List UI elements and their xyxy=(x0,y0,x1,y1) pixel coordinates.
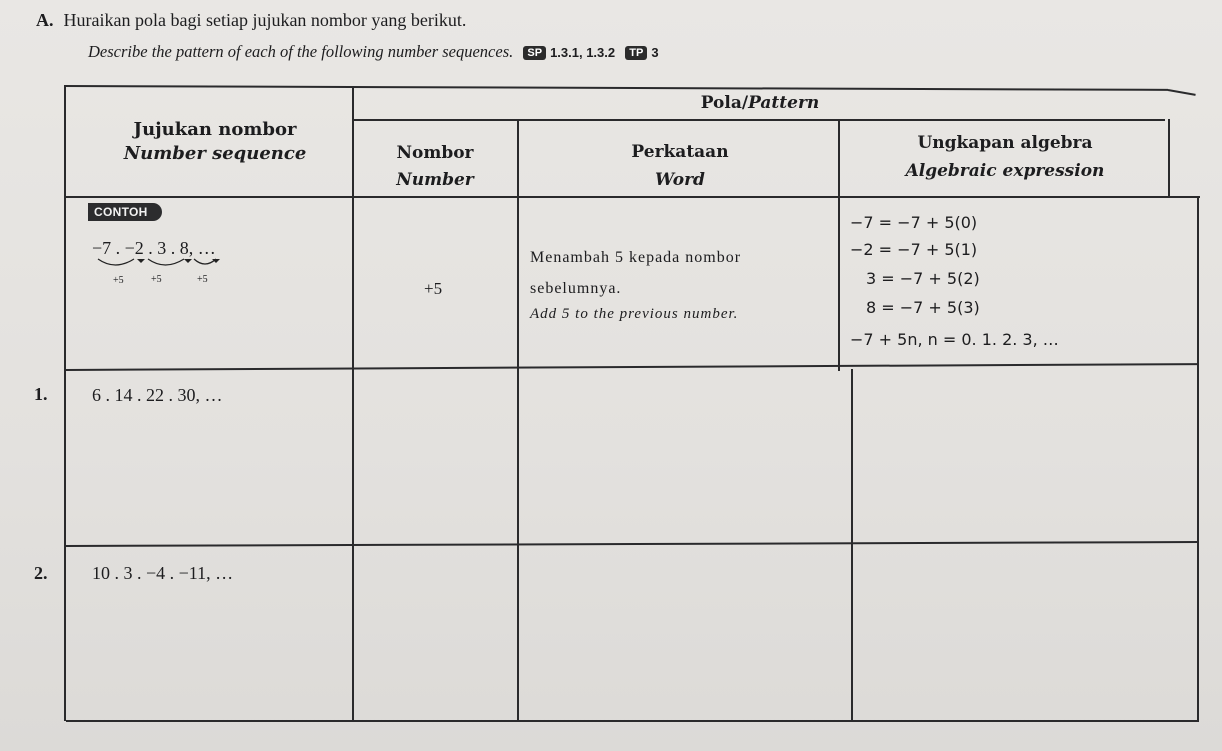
example-expression-2: −2 = −7 + 5(1) xyxy=(850,240,978,259)
example-step-label-2: +5 xyxy=(151,274,162,285)
table-top-border xyxy=(64,85,1168,90)
col-divider-2 xyxy=(517,119,519,721)
example-step-label-3: +5 xyxy=(197,274,208,285)
row-2-number-answer[interactable] xyxy=(355,548,515,718)
row-2-sequence: 10 . 3 . −4 . −11, … xyxy=(92,563,234,583)
instruction-malay-text: Huraikan pola bagi setiap jujukan nombor yang berikut. xyxy=(63,10,467,30)
example-expression-1: −7 = −7 + 5(0) xyxy=(850,213,978,232)
step-arrow-2 xyxy=(184,259,192,263)
row-2-algebra-answer[interactable] xyxy=(854,547,1195,718)
header-number xyxy=(375,140,495,194)
sp-refs: 1.3.1, 1.3.2 xyxy=(550,45,616,60)
row-1-algebra-answer[interactable] xyxy=(854,370,1195,543)
header-sequence-malay: Jujukan nombor xyxy=(133,119,297,140)
header-number-malay: Nombor xyxy=(396,143,474,163)
header-pattern-english: Pattern xyxy=(748,93,820,113)
table-right-border xyxy=(1197,196,1199,721)
tp-badge: TP xyxy=(625,46,647,60)
header-algebra xyxy=(880,129,1130,185)
header-bottom-border xyxy=(66,196,1200,198)
row-2-word-answer[interactable] xyxy=(520,548,849,718)
example-tag: CONTOH xyxy=(88,203,162,221)
row-1-sequence: 6 . 14 . 22 . 30, … xyxy=(92,385,223,405)
header-word xyxy=(600,138,760,194)
header-word-malay: Perkataan xyxy=(631,142,729,162)
example-number: +5 xyxy=(424,279,443,298)
table-bottom-border xyxy=(66,720,1199,722)
step-arc-3 xyxy=(194,259,216,264)
pattern-header-divider xyxy=(353,119,1165,121)
row-2-number: 2. xyxy=(34,563,48,583)
row-1-number-answer[interactable] xyxy=(355,372,515,543)
step-arc-1 xyxy=(98,259,134,265)
instruction-english-text: Describe the pattern of each of the following number sequences. xyxy=(88,42,514,61)
header-sequence xyxy=(120,118,310,166)
header-algebra-malay: Ungkapan algebra xyxy=(917,133,1093,153)
col-divider-1 xyxy=(352,86,354,721)
example-word-malay-1: Menambah 5 kepada nombor xyxy=(530,249,742,266)
example-sequence: −7 . −2 . 3 . 8, … xyxy=(92,238,216,258)
table-right-border-top xyxy=(1168,119,1170,197)
header-number-english: Number xyxy=(396,170,474,190)
header-pattern xyxy=(660,93,860,113)
example-expression-general: −7 + 5n, n = 0. 1. 2. 3, … xyxy=(850,330,1059,349)
header-pattern-malay: Pola/ xyxy=(700,93,749,113)
sp-badge: SP xyxy=(523,46,546,60)
example-expression-4: 8 = −7 + 5(3) xyxy=(866,298,980,317)
header-algebra-english: Algebraic expression xyxy=(905,161,1105,181)
step-arc-2 xyxy=(148,259,184,265)
table-left-border xyxy=(64,85,66,721)
col-divider-3b xyxy=(851,369,853,721)
example-expression-3: 3 = −7 + 5(2) xyxy=(866,269,980,288)
example-step-label-1: +5 xyxy=(113,275,124,286)
tp-level: 3 xyxy=(651,45,659,60)
col-divider-3a xyxy=(838,119,840,371)
row-1-word-answer[interactable] xyxy=(520,372,849,543)
header-word-english: Word xyxy=(655,170,705,190)
section-label: A. xyxy=(36,10,54,30)
step-arrow-1 xyxy=(137,259,145,263)
header-sequence-english: Number sequence xyxy=(123,143,307,164)
table-top-border-end xyxy=(1168,89,1196,95)
row-1-number: 1. xyxy=(34,384,48,404)
example-word-english: Add 5 to the previous number. xyxy=(530,306,739,322)
example-word-malay-2: sebelumnya. xyxy=(530,280,622,297)
